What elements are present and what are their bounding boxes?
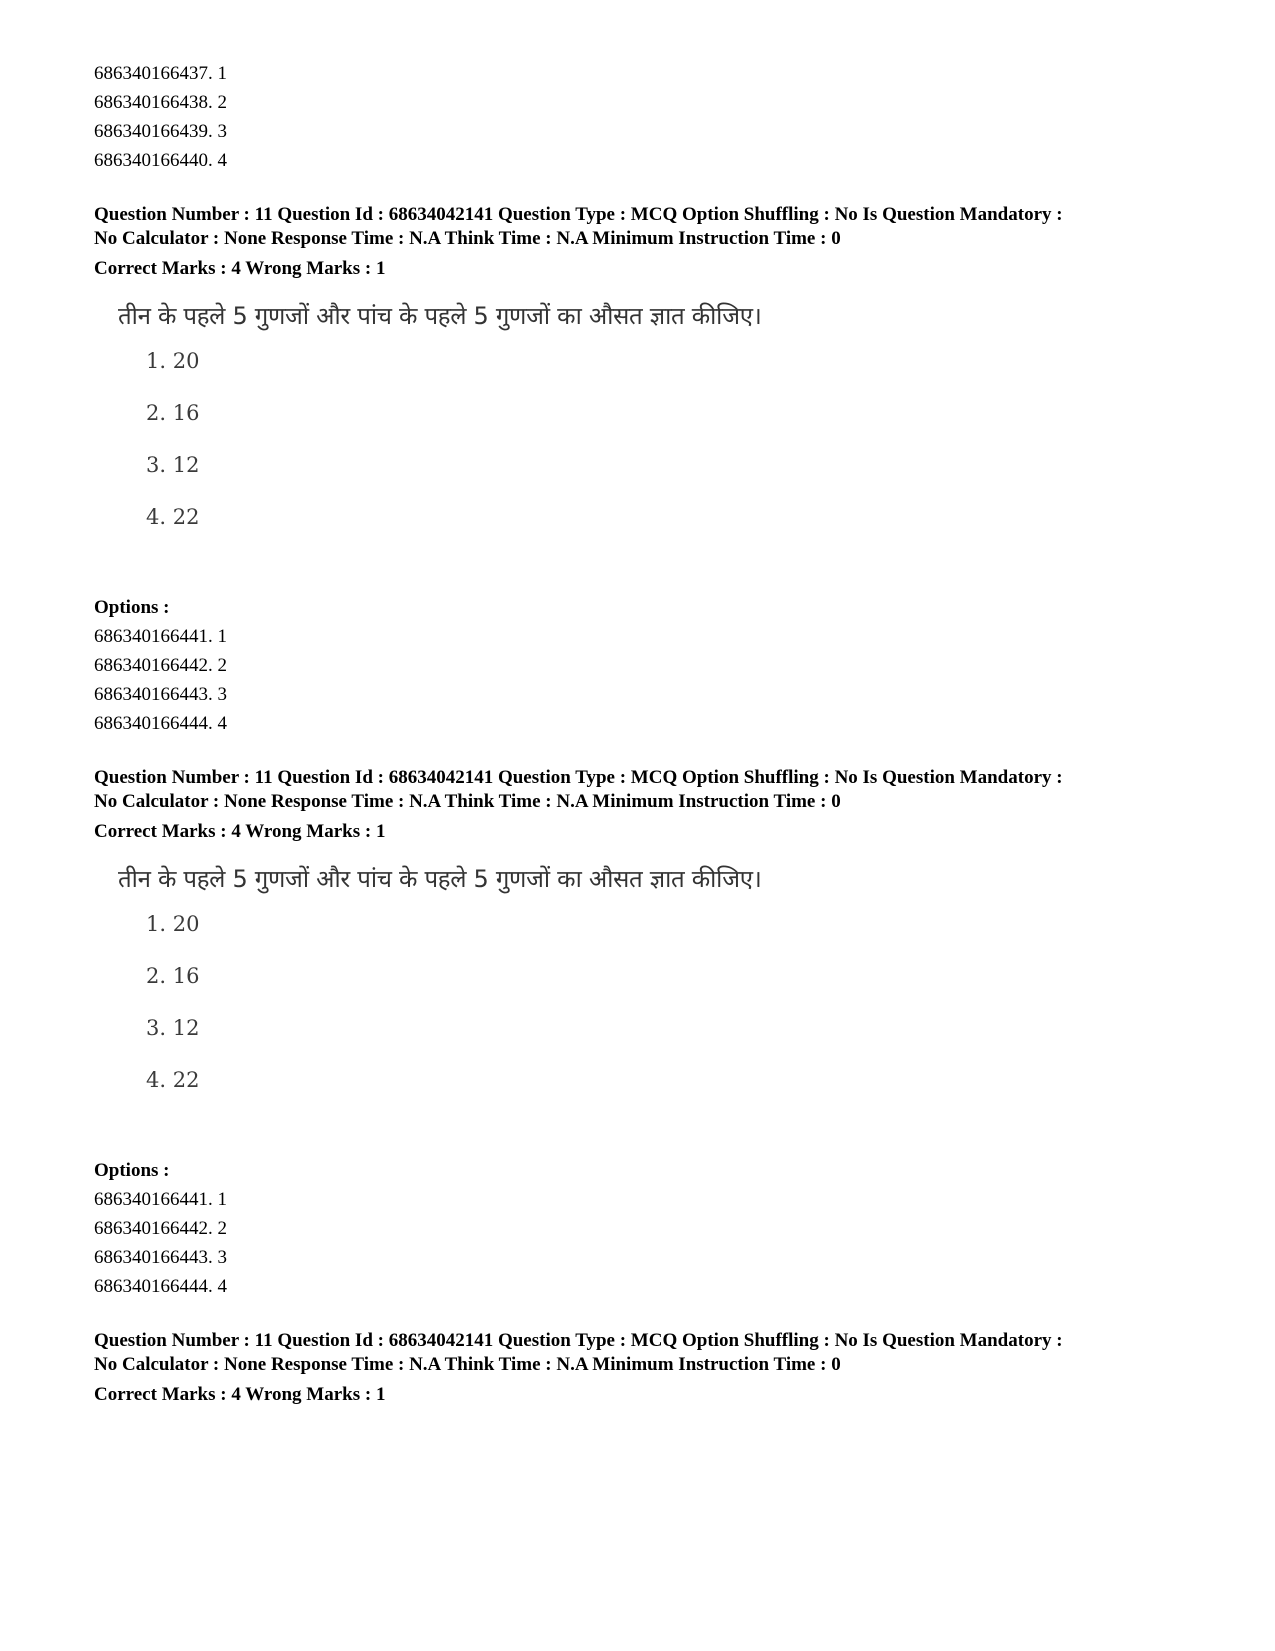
option-line: 686340166443. 3 [94, 1247, 227, 1268]
option-line: 686340166438. 2 [94, 92, 227, 113]
answer-choice: 4. 22 [146, 1068, 200, 1092]
marks-line: Correct Marks : 4 Wrong Marks : 1 [94, 821, 386, 842]
option-line: 686340166439. 3 [94, 121, 227, 142]
question-meta-line: Question Number : 11 Question Id : 68634042141 Question Type : MCQ Option Shuffling : No Is Question Mandatory : [94, 204, 1063, 225]
option-line: 686340166440. 4 [94, 150, 227, 171]
marks-line: Correct Marks : 4 Wrong Marks : 1 [94, 1384, 386, 1405]
question-block [94, 766, 1214, 1301]
options-list [94, 1185, 1214, 1301]
answer-choice: 3. 12 [146, 1016, 200, 1040]
answer-choice: 4. 22 [146, 505, 200, 529]
options-list [94, 622, 1214, 738]
document-page [94, 59, 1214, 1409]
answer-choice: 3. 12 [146, 453, 200, 477]
options-label: Options : [94, 597, 170, 618]
option-line: 686340166441. 1 [94, 626, 227, 647]
question-meta [94, 766, 1214, 814]
question-block [94, 1329, 1214, 1409]
question-meta-line: Question Number : 11 Question Id : 68634042141 Question Type : MCQ Option Shuffling : No Is Question Mandatory : [94, 1330, 1063, 1351]
option-line: 686340166443. 3 [94, 684, 227, 705]
option-line: 686340166437. 1 [94, 63, 227, 84]
top-options-list [94, 59, 1214, 175]
question-meta [94, 1329, 1214, 1377]
option-line: 686340166442. 2 [94, 655, 227, 676]
answer-choice: 2. 16 [146, 401, 200, 425]
question-meta-line: No Calculator : None Response Time : N.A Think Time : N.A Minimum Instruction Time : 0 [94, 1354, 841, 1375]
answer-choice: 1. 20 [146, 349, 200, 373]
question-meta-line: No Calculator : None Response Time : N.A Think Time : N.A Minimum Instruction Time : 0 [94, 791, 841, 812]
question-image [118, 297, 1214, 589]
option-line: 686340166444. 4 [94, 713, 227, 734]
question-text: तीन के पहले 5 गुणजों और पांच के पहले 5 गुणजों का औसत ज्ञात कीजिए। [118, 302, 762, 330]
option-line: 686340166442. 2 [94, 1218, 227, 1239]
question-text: तीन के पहले 5 गुणजों और पांच के पहले 5 गुणजों का औसत ज्ञात कीजिए। [118, 865, 762, 893]
question-block [94, 203, 1214, 738]
options-label: Options : [94, 1160, 170, 1181]
option-line: 686340166444. 4 [94, 1276, 227, 1297]
question-meta-line: Question Number : 11 Question Id : 68634042141 Question Type : MCQ Option Shuffling : No Is Question Mandatory : [94, 767, 1063, 788]
marks-line: Correct Marks : 4 Wrong Marks : 1 [94, 258, 386, 279]
question-meta [94, 203, 1214, 251]
question-meta-line: No Calculator : None Response Time : N.A Think Time : N.A Minimum Instruction Time : 0 [94, 228, 841, 249]
answer-choice: 2. 16 [146, 964, 200, 988]
option-line: 686340166441. 1 [94, 1189, 227, 1210]
question-image [118, 860, 1214, 1152]
answer-choice: 1. 20 [146, 912, 200, 936]
